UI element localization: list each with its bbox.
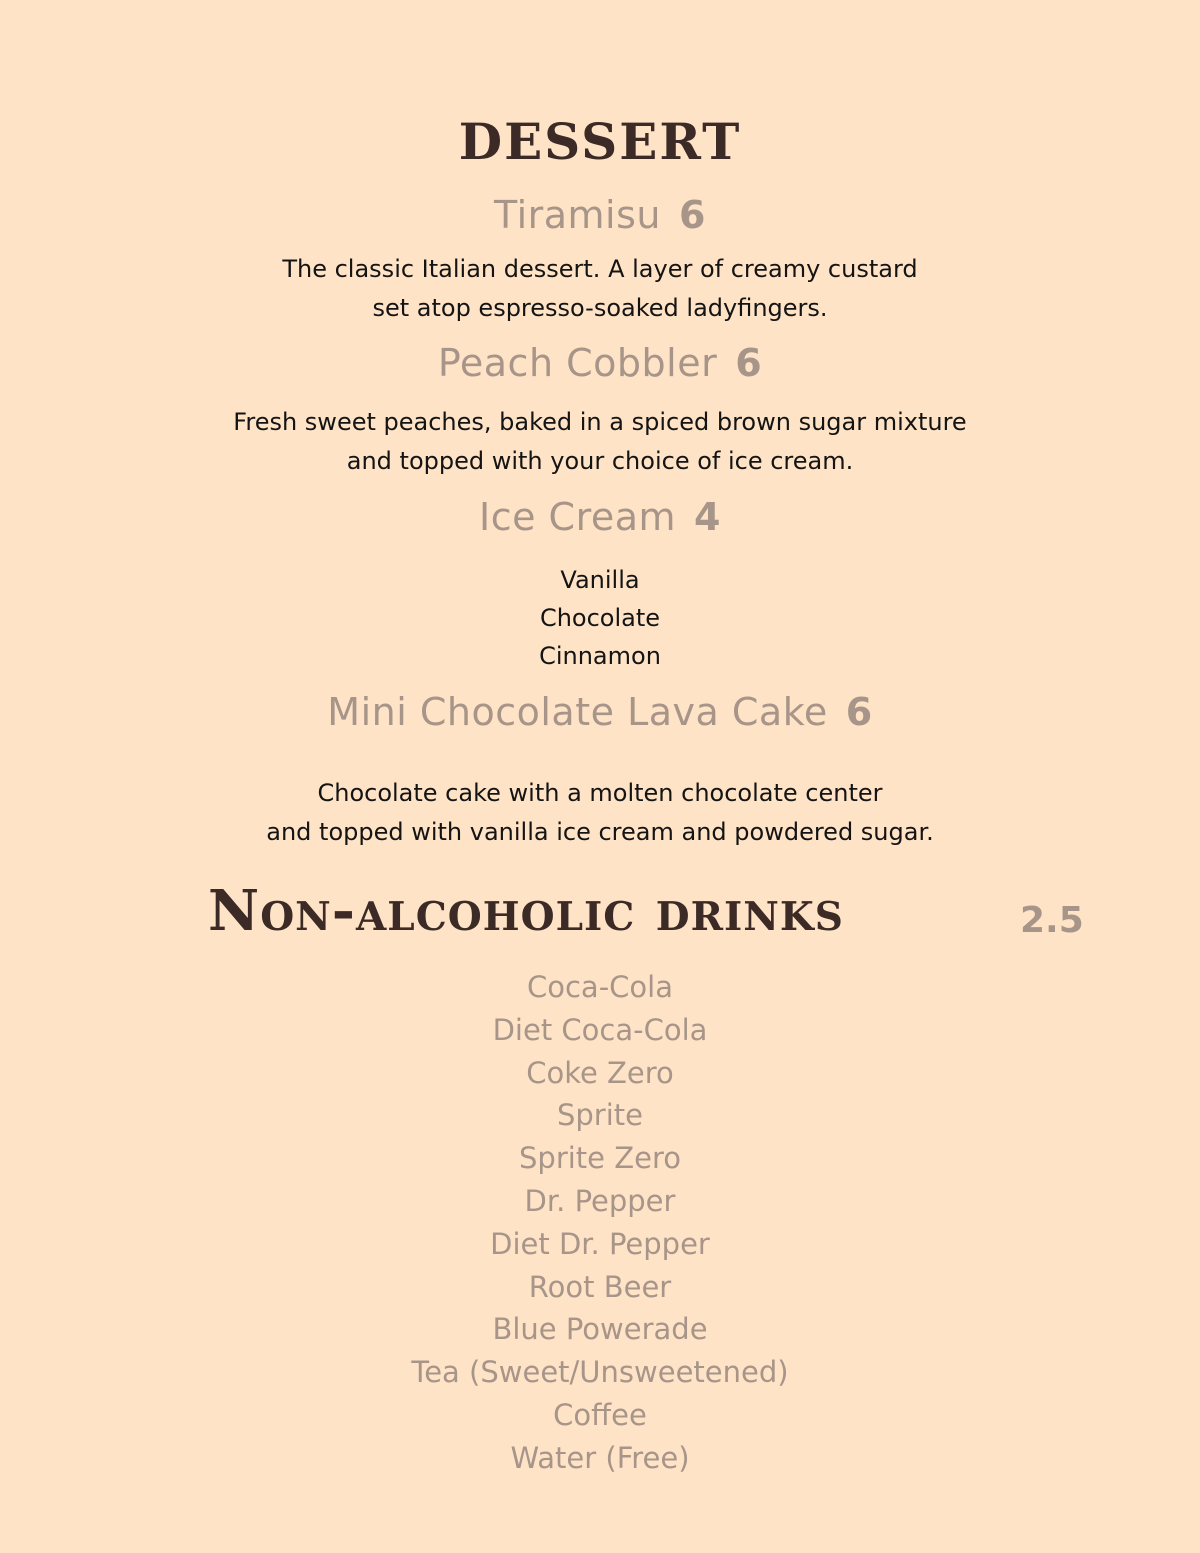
drink-item: Coke Zero <box>526 1055 674 1090</box>
item-price: 4 <box>694 495 721 539</box>
item-name: Tiramisu <box>494 193 661 237</box>
peach-cobbler-description <box>0 403 1200 480</box>
ice-cream-flavors <box>0 561 1200 675</box>
drink-item: Coca-Cola <box>527 970 673 1004</box>
description-line: Chocolate cake with a molten chocolate center <box>317 779 883 807</box>
drink-item: Sprite Zero <box>519 1141 681 1176</box>
lava-cake-title <box>0 690 1200 734</box>
drink-item: Blue Powerade <box>492 1312 708 1347</box>
drink-item: Diet Dr. Pepper <box>490 1226 710 1261</box>
description-line: set atop espresso-soaked ladyfingers. <box>372 293 828 322</box>
lava-cake-description <box>0 774 1200 851</box>
dessert-heading: DESSERT <box>458 112 742 171</box>
flavor-item: Cinnamon <box>539 642 661 670</box>
item-name: Mini Chocolate Lava Cake <box>327 690 828 734</box>
description-line: The classic Italian dessert. A layer of creamy custard <box>282 255 918 283</box>
drink-item: Coffee <box>553 1397 647 1432</box>
drink-item: Diet Coca-Cola <box>492 1012 708 1047</box>
drink-item: Sprite <box>556 1098 643 1133</box>
item-price: 6 <box>845 690 873 734</box>
peach-cobbler-title <box>0 341 1200 385</box>
drinks-price: 2.5 <box>1020 900 1084 941</box>
description-line: and topped with vanilla ice cream and powdered sugar. <box>266 817 934 846</box>
drink-item: Root Beer <box>528 1269 672 1304</box>
drinks-list <box>0 966 1200 1480</box>
item-name: Peach Cobbler <box>437 341 718 385</box>
drink-item: Tea (Sweet/Unsweetened) <box>411 1355 789 1390</box>
item-name: Ice Cream <box>478 495 677 539</box>
tiramisu-title <box>0 193 1200 237</box>
item-price: 6 <box>679 193 706 237</box>
flavor-item: Chocolate <box>539 604 661 632</box>
drinks-heading: Non-alcoholic drinks <box>208 878 844 944</box>
description-line: and topped with your choice of ice cream. <box>346 446 854 475</box>
description-line: Fresh sweet peaches, baked in a spiced brown sugar mixture <box>233 408 967 436</box>
ice-cream-title <box>0 495 1200 539</box>
tiramisu-description <box>0 250 1200 327</box>
flavor-item: Vanilla <box>560 566 640 594</box>
drink-item: Dr. Pepper <box>524 1183 676 1218</box>
drink-item: Water (Free) <box>510 1440 690 1475</box>
item-price: 6 <box>735 341 763 385</box>
